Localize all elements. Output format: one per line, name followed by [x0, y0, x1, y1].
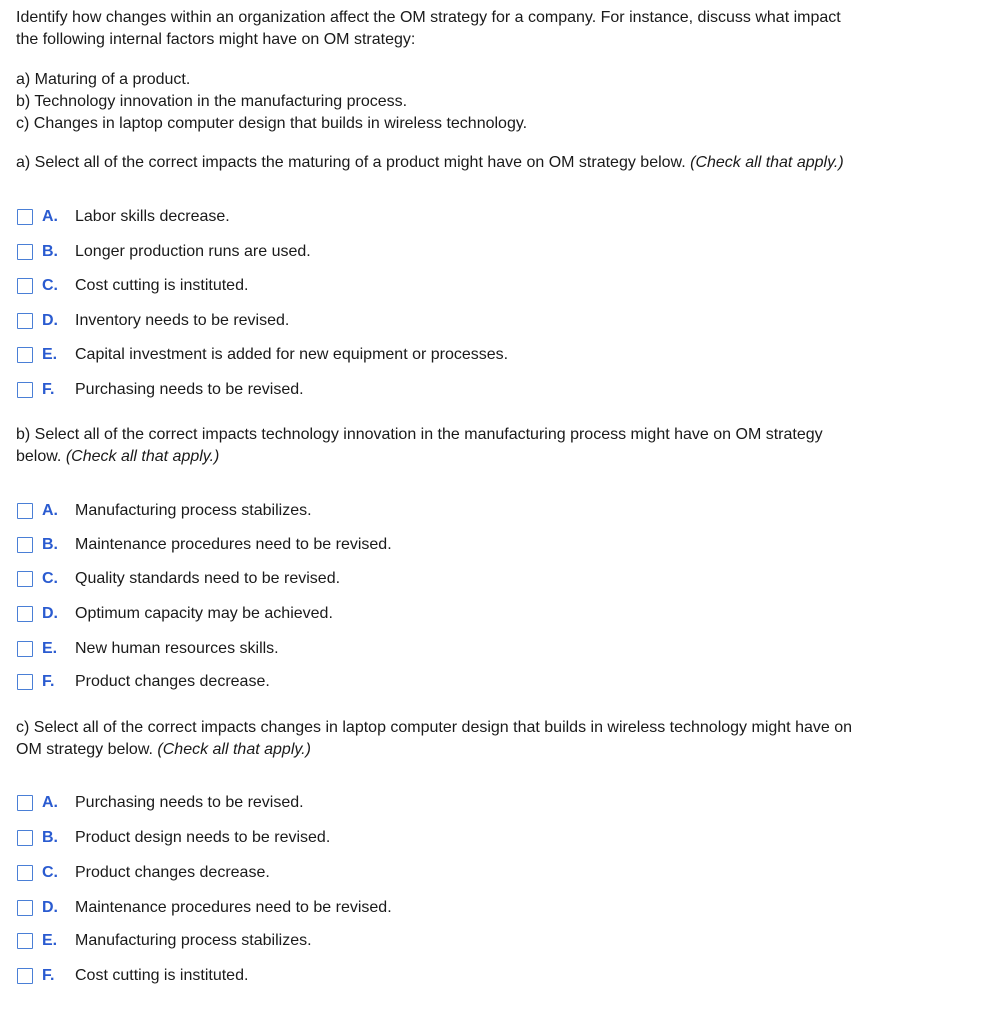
- checkbox[interactable]: [17, 674, 33, 690]
- checkbox[interactable]: [17, 537, 33, 553]
- option-text: Cost cutting is instituted.: [75, 277, 249, 294]
- option-text: Maintenance procedures need to be revised.: [75, 536, 392, 553]
- prompt-text: b) Select all of the correct impacts technology innovation in the manufacturing process might have on OM strategy: [16, 426, 823, 443]
- option-letter: D.: [42, 899, 58, 916]
- checkbox[interactable]: [17, 571, 33, 587]
- checkbox[interactable]: [17, 244, 33, 260]
- question-intro: [16, 7, 966, 51]
- checkbox[interactable]: [17, 865, 33, 881]
- checkbox[interactable]: [17, 209, 33, 225]
- checkbox[interactable]: [17, 968, 33, 984]
- prompt-hint: (Check all that apply.): [157, 741, 311, 758]
- option-text: Longer production runs are used.: [75, 243, 311, 260]
- option-text: Quality standards need to be revised.: [75, 570, 341, 587]
- option-c-A[interactable]: [17, 792, 304, 814]
- option-text: Capital investment is added for new equipment or processes.: [75, 346, 509, 363]
- option-letter: A.: [42, 502, 58, 519]
- prompt-text: c) Select all of the correct impacts changes in laptop computer design that builds in wireless technology might have on: [16, 719, 852, 736]
- option-letter: A.: [42, 208, 58, 225]
- option-letter: E.: [42, 640, 58, 657]
- option-b-B[interactable]: [17, 534, 392, 556]
- option-a-B[interactable]: [17, 241, 311, 263]
- factor-item: c) Changes in laptop computer design that builds in wireless technology.: [16, 115, 528, 132]
- option-text: Maintenance procedures need to be revised.: [75, 899, 392, 916]
- option-c-B[interactable]: [17, 827, 330, 849]
- option-text: Product changes decrease.: [75, 864, 270, 881]
- prompt-text: a) Select all of the correct impacts the maturing of a product might have on OM strategy below.: [16, 154, 686, 171]
- option-letter: D.: [42, 312, 58, 329]
- question-b-prompt: [16, 424, 966, 468]
- checkbox[interactable]: [17, 347, 33, 363]
- checkbox[interactable]: [17, 795, 33, 811]
- prompt-text: below.: [16, 448, 62, 465]
- option-letter: F.: [42, 673, 55, 690]
- intro-line: the following internal factors might have on OM strategy:: [16, 31, 416, 48]
- checkbox[interactable]: [17, 382, 33, 398]
- question-a-prompt: [16, 152, 966, 174]
- option-text: Purchasing needs to be revised.: [75, 381, 304, 398]
- option-text: Labor skills decrease.: [75, 208, 230, 225]
- option-letter: C.: [42, 277, 58, 294]
- checkbox[interactable]: [17, 278, 33, 294]
- option-c-C[interactable]: [17, 862, 270, 884]
- option-a-A[interactable]: [17, 206, 230, 228]
- option-text: Product design needs to be revised.: [75, 829, 331, 846]
- option-b-D[interactable]: [17, 603, 333, 625]
- option-letter: D.: [42, 605, 58, 622]
- question-c-prompt: [16, 717, 966, 761]
- prompt-hint: (Check all that apply.): [65, 448, 220, 465]
- option-a-D[interactable]: [17, 310, 289, 332]
- option-c-D[interactable]: [17, 897, 392, 919]
- option-letter: C.: [42, 570, 58, 587]
- option-text: Manufacturing process stabilizes.: [75, 932, 312, 949]
- option-b-E[interactable]: [17, 638, 279, 660]
- checkbox[interactable]: [17, 900, 33, 916]
- factor-item: b) Technology innovation in the manufacturing process.: [16, 93, 408, 110]
- option-letter: C.: [42, 864, 58, 881]
- option-a-E[interactable]: [17, 344, 508, 366]
- checkbox[interactable]: [17, 830, 33, 846]
- checkbox[interactable]: [17, 606, 33, 622]
- option-b-C[interactable]: [17, 568, 340, 590]
- checkbox[interactable]: [17, 933, 33, 949]
- option-b-F[interactable]: [17, 671, 270, 693]
- prompt-text: OM strategy below.: [16, 741, 153, 758]
- option-text: Optimum capacity may be achieved.: [75, 605, 333, 622]
- option-text: New human resources skills.: [75, 640, 279, 657]
- checkbox[interactable]: [17, 313, 33, 329]
- factor-item: a) Maturing of a product.: [16, 71, 191, 88]
- option-c-E[interactable]: [17, 930, 312, 952]
- option-a-F[interactable]: [17, 379, 304, 401]
- option-letter: A.: [42, 794, 58, 811]
- option-letter: B.: [42, 829, 58, 846]
- option-letter: E.: [42, 932, 58, 949]
- option-letter: F.: [42, 381, 55, 398]
- option-text: Inventory needs to be revised.: [75, 312, 290, 329]
- option-letter: B.: [42, 536, 58, 553]
- option-letter: B.: [42, 243, 58, 260]
- factor-list: [16, 69, 966, 135]
- option-text: Product changes decrease.: [75, 673, 270, 690]
- option-text: Cost cutting is instituted.: [75, 967, 249, 984]
- option-text: Manufacturing process stabilizes.: [75, 502, 312, 519]
- option-letter: E.: [42, 346, 58, 363]
- option-b-A[interactable]: [17, 500, 312, 522]
- option-text: Purchasing needs to be revised.: [75, 794, 304, 811]
- option-c-F[interactable]: [17, 965, 248, 987]
- intro-line: Identify how changes within an organization affect the OM strategy for a company. For instance, discuss what impact: [16, 9, 841, 26]
- checkbox[interactable]: [17, 503, 33, 519]
- prompt-hint: (Check all that apply.): [690, 154, 844, 171]
- checkbox[interactable]: [17, 641, 33, 657]
- option-a-C[interactable]: [17, 275, 248, 297]
- option-letter: F.: [42, 967, 55, 984]
